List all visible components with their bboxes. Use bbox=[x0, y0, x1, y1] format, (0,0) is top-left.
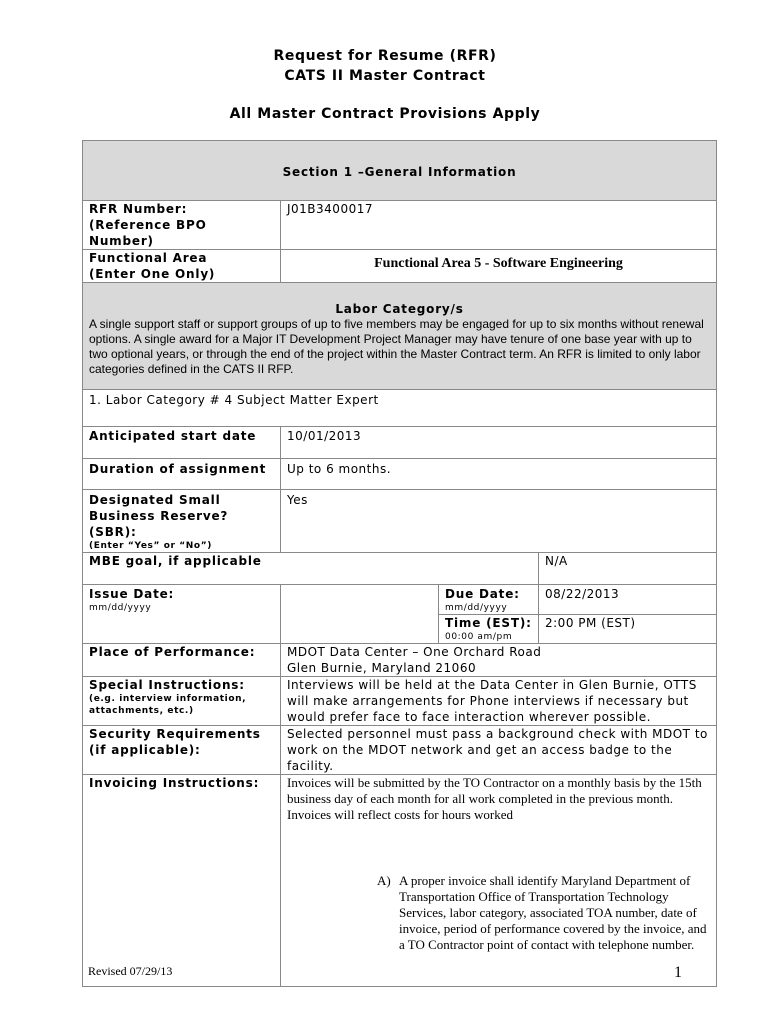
invoicing-value-cell bbox=[281, 775, 717, 987]
mbe-label-cell bbox=[83, 553, 539, 585]
start-date-value: 10/01/2013 bbox=[287, 429, 362, 443]
due-date-label: Due Date: bbox=[445, 587, 520, 601]
rfr-form-table bbox=[82, 140, 717, 987]
duration-label-cell bbox=[83, 459, 281, 490]
time-label-cell bbox=[439, 615, 539, 644]
security-value: Selected personnel must pass a background check with MDOT to work on the MDOT network and get an access badge to the facility. bbox=[287, 727, 708, 773]
special-label: Special Instructions: bbox=[89, 678, 245, 692]
document-subtitle: CATS II Master Contract bbox=[284, 68, 486, 84]
issue-date-format: mm/dd/yyyy bbox=[89, 603, 152, 613]
special-hint: (e.g. interview information, attachments, etc.) bbox=[89, 694, 247, 716]
revision-date: Revised 07/29/13 bbox=[88, 964, 173, 978]
document-title: Request for Resume (RFR) bbox=[273, 48, 497, 64]
place-value-cell bbox=[281, 644, 717, 677]
start-date-label: Anticipated start date bbox=[89, 429, 257, 443]
labor-category-block bbox=[83, 283, 717, 390]
rfr-number-label-cell bbox=[83, 201, 281, 250]
duration-value-cell bbox=[281, 459, 717, 490]
labor-category-item: 1. Labor Category # 4 Subject Matter Expert bbox=[89, 393, 379, 407]
labor-category-description: A single support staff or support groups of up to five members may be engaged for up to six months without renewal options. A single award for a Major IT Development Project Manager may have tenure of one base year with up to two optional years, or through the end of the project within the Master Contract term. An RFR is limited to only labor categories defined in the CATS II RFP. bbox=[89, 317, 704, 376]
rfr-number-sublabel: (Reference BPO Number) bbox=[89, 218, 207, 248]
place-line1: MDOT Data Center – One Orchard Road bbox=[287, 645, 542, 659]
time-value-cell bbox=[539, 615, 717, 644]
duration-value: Up to 6 months. bbox=[287, 462, 392, 476]
start-date-value-cell bbox=[281, 427, 717, 459]
invoicing-item-marker: A) bbox=[377, 873, 391, 888]
start-date-label-cell bbox=[83, 427, 281, 459]
sbr-value-cell bbox=[281, 490, 717, 553]
issue-date-label: Issue Date: bbox=[89, 587, 175, 601]
security-label-cell bbox=[83, 726, 281, 775]
sbr-label-line2: Business Reserve?(SBR): bbox=[89, 509, 229, 539]
mbe-value-cell bbox=[539, 553, 717, 585]
sbr-hint: (Enter “Yes” or “No”) bbox=[89, 541, 212, 551]
invoicing-value: Invoices will be submitted by the TO Contractor on a monthly basis by the 15th business day of each month for all work completed in the previous month. Invoices will reflect costs for hours worked bbox=[287, 775, 702, 822]
functional-area-label-cell bbox=[83, 250, 281, 283]
special-value: Interviews will be held at the Data Center in Glen Burnie, OTTS will make arrangements for Phone interviews if necessary but would prefer face to face interaction wherever possible. bbox=[287, 678, 697, 724]
time-label: Time (EST): bbox=[445, 616, 532, 630]
sbr-label-cell bbox=[83, 490, 281, 553]
security-label-line1: Security Requirements bbox=[89, 727, 261, 741]
time-format: 00:00 am/pm bbox=[445, 632, 513, 642]
place-label-cell bbox=[83, 644, 281, 677]
due-date-value: 08/22/2013 bbox=[545, 587, 620, 601]
functional-area-sublabel: (Enter One Only) bbox=[89, 267, 216, 281]
special-label-cell bbox=[83, 677, 281, 726]
invoicing-item-text: A proper invoice shall identify Maryland Department of Transportation Office of Transportation Technology Services, labor category, associated TOA number, date of invoice, period of performance covered by the invoice, and a TO Contractor point of contact with telephone number. bbox=[399, 873, 707, 952]
sbr-label-line1: Designated Small bbox=[89, 493, 221, 507]
section-title: Section 1 –General Information bbox=[282, 165, 517, 179]
invoicing-label-cell bbox=[83, 775, 281, 987]
rfr-number-value: J01B3400017 bbox=[287, 202, 373, 216]
section-header bbox=[83, 141, 717, 201]
labor-category-heading: Labor Category/s bbox=[335, 302, 464, 316]
rfr-number-value-cell bbox=[281, 201, 717, 250]
rfr-number-label: RFR Number: bbox=[89, 202, 188, 216]
mbe-label: MBE goal, if applicable bbox=[89, 554, 262, 568]
due-date-label-cell bbox=[439, 585, 539, 615]
security-value-cell bbox=[281, 726, 717, 775]
functional-area-value: Functional Area 5 - Software Engineering bbox=[374, 256, 623, 271]
labor-category-item-cell bbox=[83, 390, 717, 427]
provisions-heading: All Master Contract Provisions Apply bbox=[229, 106, 541, 122]
document-header bbox=[0, 46, 770, 124]
place-line2: Glen Burnie, Maryland 21060 bbox=[287, 661, 477, 675]
special-value-cell bbox=[281, 677, 717, 726]
invoicing-label: Invoicing Instructions: bbox=[89, 776, 260, 790]
duration-label: Duration of assignment bbox=[89, 462, 267, 476]
issue-date-value-cell bbox=[281, 585, 439, 644]
security-label-line2: (if applicable): bbox=[89, 743, 201, 757]
issue-date-label-cell bbox=[83, 585, 281, 644]
mbe-value: N/A bbox=[545, 554, 568, 568]
invoicing-list bbox=[377, 873, 710, 953]
sbr-value: Yes bbox=[287, 493, 308, 507]
invoicing-list-item bbox=[377, 873, 710, 953]
place-label: Place of Performance: bbox=[89, 645, 256, 659]
due-date-format: mm/dd/yyyy bbox=[445, 603, 508, 613]
functional-area-label: Functional Area bbox=[89, 251, 208, 265]
time-value: 2:00 PM (EST) bbox=[545, 616, 636, 630]
due-date-value-cell bbox=[539, 585, 717, 615]
page-number: 1 bbox=[674, 964, 682, 981]
functional-area-value-cell bbox=[281, 250, 717, 283]
